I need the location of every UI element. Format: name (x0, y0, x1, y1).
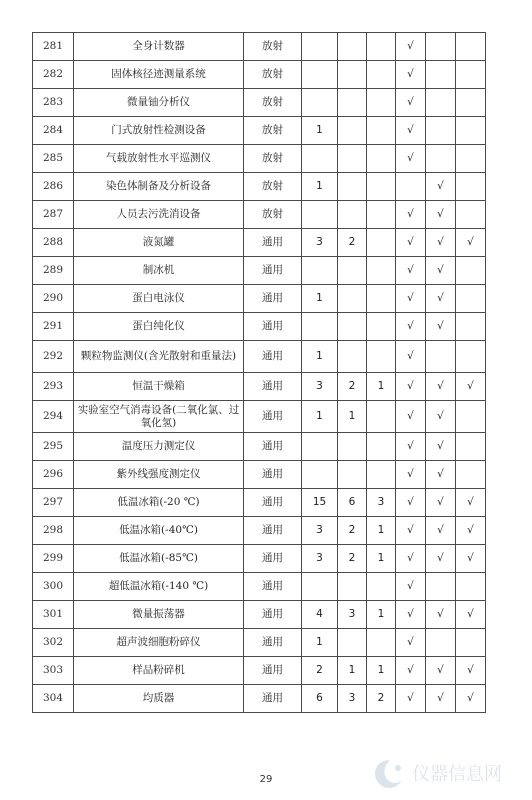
cell-quantity-3 (367, 629, 396, 657)
cell-quantity-3: 1 (367, 601, 396, 629)
cell-check-1: √ (396, 313, 426, 341)
table-row (33, 433, 486, 461)
cell-category: 通用 (244, 657, 302, 685)
cell-quantity-3 (367, 341, 396, 373)
cell-quantity-2 (338, 33, 367, 61)
cell-check-3 (456, 313, 486, 341)
cell-quantity-3 (367, 285, 396, 313)
cell-equipment-name: 微量铀分析仪 (74, 89, 244, 117)
cell-quantity-2: 1 (338, 657, 367, 685)
cell-quantity-1: 1 (302, 401, 338, 433)
cell-equipment-name: 超低温冰箱(-140 ℃) (74, 573, 244, 601)
cell-equipment-name: 实验室空气消毒设备(二氧化氯、过氧化氢) (74, 401, 244, 433)
table-row (33, 461, 486, 489)
logo-swirl-icon (375, 760, 402, 788)
cell-check-2 (426, 89, 456, 117)
cell-check-2 (426, 61, 456, 89)
cell-check-1: √ (396, 433, 426, 461)
table-row (33, 33, 486, 61)
cell-category: 通用 (244, 461, 302, 489)
cell-check-2: √ (426, 517, 456, 545)
cell-serial-number: 298 (33, 517, 74, 545)
cell-equipment-name: 人员去污洗消设备 (74, 201, 244, 229)
cell-equipment-name: 门式放射性检测设备 (74, 117, 244, 145)
cell-check-2: √ (426, 373, 456, 401)
cell-check-2 (426, 117, 456, 145)
cell-serial-number: 302 (33, 629, 74, 657)
cell-serial-number: 294 (33, 401, 74, 433)
cell-check-1: √ (396, 33, 426, 61)
cell-quantity-1 (302, 33, 338, 61)
cell-serial-number: 296 (33, 461, 74, 489)
cell-check-1: √ (396, 341, 426, 373)
cell-check-3: √ (456, 229, 486, 257)
cell-check-3 (456, 629, 486, 657)
cell-serial-number: 287 (33, 201, 74, 229)
cell-quantity-3 (367, 461, 396, 489)
cell-equipment-name: 低温冰箱(-85℃) (74, 545, 244, 573)
cell-check-1: √ (396, 517, 426, 545)
cell-check-2: √ (426, 489, 456, 517)
cell-quantity-2: 3 (338, 685, 367, 713)
cell-serial-number: 295 (33, 433, 74, 461)
cell-quantity-1: 3 (302, 545, 338, 573)
cell-quantity-1 (302, 61, 338, 89)
cell-category: 通用 (244, 685, 302, 713)
cell-equipment-name: 低温冰箱(-20 ℃) (74, 489, 244, 517)
cell-check-3 (456, 145, 486, 173)
cell-category: 通用 (244, 285, 302, 313)
cell-check-3 (456, 117, 486, 145)
table-row (33, 489, 486, 517)
cell-check-3: √ (456, 545, 486, 573)
cell-quantity-3: 3 (367, 489, 396, 517)
cell-serial-number: 285 (33, 145, 74, 173)
cell-check-1: √ (396, 461, 426, 489)
cell-check-1: √ (396, 257, 426, 285)
cell-serial-number: 286 (33, 173, 74, 201)
cell-check-1: √ (396, 201, 426, 229)
cell-quantity-1: 1 (302, 117, 338, 145)
cell-quantity-1 (302, 201, 338, 229)
cell-check-2 (426, 33, 456, 61)
table-row (33, 285, 486, 313)
cell-quantity-2 (338, 61, 367, 89)
cell-check-2: √ (426, 601, 456, 629)
watermark-text: 仪器信息网 (412, 764, 502, 785)
cell-check-1: √ (396, 657, 426, 685)
cell-check-1: √ (396, 685, 426, 713)
cell-check-2: √ (426, 433, 456, 461)
cell-serial-number: 290 (33, 285, 74, 313)
cell-quantity-2 (338, 201, 367, 229)
cell-category: 通用 (244, 373, 302, 401)
cell-serial-number: 292 (33, 341, 74, 373)
cell-category: 放射 (244, 61, 302, 89)
cell-quantity-3 (367, 117, 396, 145)
equipment-table-body (33, 33, 486, 713)
cell-check-1: √ (396, 601, 426, 629)
equipment-table (32, 32, 486, 713)
cell-quantity-2 (338, 257, 367, 285)
cell-check-3: √ (456, 601, 486, 629)
cell-check-3 (456, 173, 486, 201)
cell-serial-number: 297 (33, 489, 74, 517)
cell-check-2 (426, 629, 456, 657)
cell-check-2: √ (426, 545, 456, 573)
cell-category: 通用 (244, 629, 302, 657)
cell-quantity-1 (302, 313, 338, 341)
cell-equipment-name: 温度压力测定仪 (74, 433, 244, 461)
cell-quantity-2 (338, 117, 367, 145)
cell-check-1: √ (396, 61, 426, 89)
cell-serial-number: 300 (33, 573, 74, 601)
cell-category: 通用 (244, 601, 302, 629)
cell-category: 放射 (244, 201, 302, 229)
cell-check-3 (456, 61, 486, 89)
cell-quantity-1 (302, 433, 338, 461)
cell-quantity-2 (338, 145, 367, 173)
cell-check-1: √ (396, 285, 426, 313)
cell-check-1: √ (396, 373, 426, 401)
cell-check-1: √ (396, 89, 426, 117)
cell-quantity-3 (367, 201, 396, 229)
cell-check-1 (396, 173, 426, 201)
table-row (33, 657, 486, 685)
cell-quantity-3: 1 (367, 545, 396, 573)
cell-quantity-2 (338, 341, 367, 373)
cell-quantity-3: 1 (367, 517, 396, 545)
table-row (33, 201, 486, 229)
table-row (33, 229, 486, 257)
cell-check-3 (456, 341, 486, 373)
cell-check-3 (456, 433, 486, 461)
cell-quantity-3 (367, 173, 396, 201)
cell-quantity-2: 2 (338, 373, 367, 401)
cell-equipment-name: 气载放射性水平巡测仪 (74, 145, 244, 173)
cell-category: 通用 (244, 545, 302, 573)
cell-quantity-2: 6 (338, 489, 367, 517)
cell-quantity-3 (367, 33, 396, 61)
cell-check-2: √ (426, 229, 456, 257)
cell-check-2: √ (426, 657, 456, 685)
cell-check-3 (456, 33, 486, 61)
cell-category: 放射 (244, 117, 302, 145)
cell-equipment-name: 液氮罐 (74, 229, 244, 257)
cell-quantity-2 (338, 461, 367, 489)
cell-serial-number: 284 (33, 117, 74, 145)
cell-serial-number: 288 (33, 229, 74, 257)
cell-equipment-name: 蛋白电泳仪 (74, 285, 244, 313)
cell-check-1: √ (396, 401, 426, 433)
table-row (33, 573, 486, 601)
cell-quantity-1: 1 (302, 173, 338, 201)
cell-check-3: √ (456, 489, 486, 517)
cell-check-2: √ (426, 313, 456, 341)
cell-serial-number: 301 (33, 601, 74, 629)
cell-check-3 (456, 89, 486, 117)
cell-category: 通用 (244, 257, 302, 285)
cell-quantity-2: 2 (338, 545, 367, 573)
cell-check-1: √ (396, 573, 426, 601)
cell-check-2: √ (426, 401, 456, 433)
cell-equipment-name: 紫外线强度测定仪 (74, 461, 244, 489)
cell-quantity-3 (367, 313, 396, 341)
cell-category: 放射 (244, 89, 302, 117)
cell-check-3 (456, 285, 486, 313)
table-row (33, 89, 486, 117)
cell-equipment-name: 低温冰箱(-40℃) (74, 517, 244, 545)
cell-check-3: √ (456, 373, 486, 401)
cell-category: 通用 (244, 489, 302, 517)
cell-quantity-2 (338, 313, 367, 341)
cell-quantity-2 (338, 573, 367, 601)
cell-category: 通用 (244, 517, 302, 545)
table-row (33, 601, 486, 629)
cell-serial-number: 303 (33, 657, 74, 685)
cell-category: 放射 (244, 33, 302, 61)
cell-check-2 (426, 145, 456, 173)
cell-quantity-2 (338, 285, 367, 313)
cell-quantity-3 (367, 89, 396, 117)
cell-quantity-2: 1 (338, 401, 367, 433)
cell-equipment-name: 固体核径迹测量系统 (74, 61, 244, 89)
cell-serial-number: 304 (33, 685, 74, 713)
cell-check-3: √ (456, 517, 486, 545)
cell-serial-number: 281 (33, 33, 74, 61)
cell-check-2: √ (426, 257, 456, 285)
cell-serial-number: 289 (33, 257, 74, 285)
cell-quantity-1: 1 (302, 629, 338, 657)
cell-quantity-2: 2 (338, 229, 367, 257)
table-row (33, 685, 486, 713)
cell-equipment-name: 样品粉碎机 (74, 657, 244, 685)
cell-quantity-3 (367, 433, 396, 461)
cell-check-1: √ (396, 229, 426, 257)
cell-check-1: √ (396, 489, 426, 517)
cell-check-3: √ (456, 657, 486, 685)
cell-quantity-2: 2 (338, 517, 367, 545)
table-row (33, 341, 486, 373)
cell-quantity-3 (367, 61, 396, 89)
cell-quantity-1: 1 (302, 285, 338, 313)
table-row (33, 257, 486, 285)
cell-quantity-1: 4 (302, 601, 338, 629)
cell-check-1: √ (396, 117, 426, 145)
cell-quantity-1: 3 (302, 517, 338, 545)
cell-check-2: √ (426, 461, 456, 489)
cell-category: 通用 (244, 341, 302, 373)
cell-check-3 (456, 573, 486, 601)
table-row (33, 517, 486, 545)
cell-category: 通用 (244, 313, 302, 341)
cell-serial-number: 282 (33, 61, 74, 89)
cell-check-2: √ (426, 201, 456, 229)
cell-quantity-3 (367, 145, 396, 173)
table-row (33, 61, 486, 89)
cell-quantity-1: 6 (302, 685, 338, 713)
cell-check-1: √ (396, 545, 426, 573)
cell-check-3 (456, 461, 486, 489)
cell-check-3 (456, 401, 486, 433)
cell-quantity-1 (302, 145, 338, 173)
table-row (33, 173, 486, 201)
cell-quantity-1 (302, 89, 338, 117)
cell-serial-number: 291 (33, 313, 74, 341)
watermark-logo (368, 754, 518, 794)
cell-check-3 (456, 257, 486, 285)
cell-equipment-name: 制冰机 (74, 257, 244, 285)
cell-serial-number: 293 (33, 373, 74, 401)
cell-quantity-3 (367, 573, 396, 601)
cell-check-2 (426, 341, 456, 373)
cell-equipment-name: 染色体制备及分析设备 (74, 173, 244, 201)
cell-quantity-3: 1 (367, 657, 396, 685)
table-row (33, 145, 486, 173)
cell-quantity-3 (367, 257, 396, 285)
cell-quantity-1: 15 (302, 489, 338, 517)
cell-check-2: √ (426, 285, 456, 313)
cell-quantity-2 (338, 629, 367, 657)
table-row (33, 313, 486, 341)
cell-equipment-name: 恒温干燥箱 (74, 373, 244, 401)
cell-category: 通用 (244, 401, 302, 433)
cell-quantity-1: 3 (302, 229, 338, 257)
cell-check-2 (426, 573, 456, 601)
cell-equipment-name: 蛋白纯化仪 (74, 313, 244, 341)
cell-quantity-2: 3 (338, 601, 367, 629)
cell-quantity-3: 2 (367, 685, 396, 713)
cell-check-2: √ (426, 173, 456, 201)
cell-category: 通用 (244, 433, 302, 461)
cell-quantity-3 (367, 229, 396, 257)
cell-category: 通用 (244, 573, 302, 601)
cell-quantity-1 (302, 461, 338, 489)
cell-quantity-2 (338, 173, 367, 201)
table-row (33, 545, 486, 573)
cell-serial-number: 299 (33, 545, 74, 573)
cell-check-3 (456, 201, 486, 229)
cell-quantity-2 (338, 433, 367, 461)
cell-equipment-name: 颗粒物监测仪(含光散射和重量法) (74, 341, 244, 373)
page-number: 29 (259, 774, 273, 785)
cell-quantity-1: 1 (302, 341, 338, 373)
table-row (33, 401, 486, 433)
cell-quantity-3: 1 (367, 373, 396, 401)
cell-quantity-2 (338, 89, 367, 117)
cell-check-1: √ (396, 629, 426, 657)
cell-category: 放射 (244, 145, 302, 173)
cell-check-3: √ (456, 685, 486, 713)
cell-check-2: √ (426, 685, 456, 713)
cell-quantity-1: 3 (302, 373, 338, 401)
table-row (33, 117, 486, 145)
cell-serial-number: 283 (33, 89, 74, 117)
cell-equipment-name: 超声波细胞粉碎仪 (74, 629, 244, 657)
cell-quantity-1 (302, 573, 338, 601)
cell-quantity-1: 2 (302, 657, 338, 685)
cell-equipment-name: 均质器 (74, 685, 244, 713)
cell-quantity-3 (367, 401, 396, 433)
table-row (33, 629, 486, 657)
cell-equipment-name: 全身计数器 (74, 33, 244, 61)
cell-category: 放射 (244, 173, 302, 201)
cell-check-1: √ (396, 145, 426, 173)
cell-category: 通用 (244, 229, 302, 257)
cell-equipment-name: 微量振荡器 (74, 601, 244, 629)
table-row (33, 373, 486, 401)
cell-quantity-1 (302, 257, 338, 285)
